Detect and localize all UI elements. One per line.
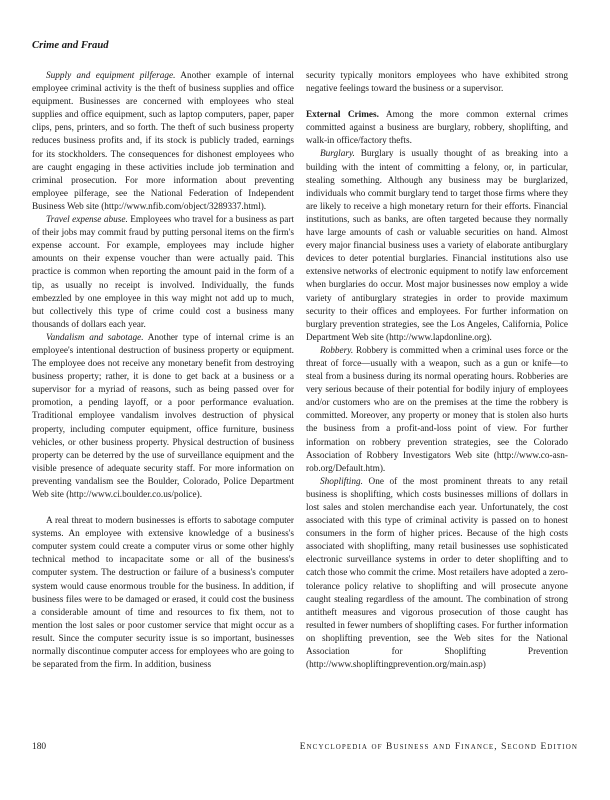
paragraph-computer-sabotage: A real threat to modern businesses is efforts to sabotage computer systems. An employee with extensive knowledge of a business's computer system could create a computer virus or some other highly technical method to incapacitate some or all of the business's computer system. The destruction or failure of a business's computer system would cause enormous trouble for the business. In addition, if business files were to be damaged or erased, it could cost the business a considerable amount of time and resources to fix them, not to mention the lost sales or poor customer service that might occur as a result. Since the computer security issue is so important, businesses normally discontinue computer access for employees who are going to be separated from the firm. In addition, business bbox=[32, 516, 294, 671]
paragraph-lead: Shoplifting. bbox=[320, 476, 363, 487]
paragraph-supply-pilferage bbox=[32, 70, 294, 214]
paragraph-body: Burglary is usually thought of as breaking into a building with the intent of committing a felony, or, in particular, stealing something. Although any business may be burglarized, individuals who commit burglary tend to target those firms where they are likely to receive a high monetary return for their efforts. Financial institutions, such as banks, are often targeted because they normally have large amounts of cash or valuable securities on hand. Almost every major financial business uses a variety of elaborate antiburglary devices to deter potential burglaries. Financial institutions also use extensive networks of electronic equipment to notify law enforcement when burglaries do occur. Most major businesses now employ a wide variety of antiburglary strategies in order to provide maximum security to their offices and employees. For further information on burglary prevention strategies, see the Los Angeles, California, Police Department Web site (http://www.lapdonline.org). bbox=[306, 149, 568, 343]
paragraph-lead: Travel expense abuse. bbox=[46, 215, 128, 226]
paragraph-burglary bbox=[306, 148, 568, 344]
paragraph-travel-expense bbox=[32, 214, 294, 332]
paragraph-body: Robbery is committed when a criminal uses force or the threat of force—usually with a weapon, such as a gun or knife—to steal from a business during its normal operating hours. Robberies are very serious because of their potential for bodily injury of employees and/or customers who are on the premises at the time the robbery is committed. Moreover, any property or money that is stolen also hurts the business from a profit-and-loss point of view. For further information on robbery prevention strategies, see the Colorado Association of Robbery Investigators Web site (http://www.co-asn-rob.org/Default.htm). bbox=[306, 345, 568, 474]
paragraph-body: Among the more common external crimes committed against a business are burglary, robbery, shoplifting, and walk-in office/factory thefts. bbox=[306, 110, 568, 147]
paragraph-body: One of the most prominent threats to any retail business is shoplifting, which costs businesses millions of dollars in lost sales and stolen merchandise each year. Unfortunately, the cost associated with this type of criminal activity is passed on to honest consumers in the form of higher prices. Because of the high costs associated with shoplifting, many retail businesses use sophisticated electronic surveillance systems in order to deter shoplifting and to catch those who commit the crime. Most retailers have adopted a zero-tolerance policy relative to shoplifting and will prosecute anyone caught stealing regardless of the amount. The combination of strong antitheft measures and vigorous prosecution of those caught has resulted in fewer numbers of shoplifting cases. For further information on shoplifting prevention, see the Web sites for the National Association for Shoplifting Prevention (http://www.shopliftingprevention.org/main.asp) bbox=[306, 476, 568, 671]
publication-title: Encyclopedia of Business and Finance, Second Edition bbox=[299, 742, 578, 752]
page-number: 180 bbox=[32, 742, 47, 752]
paragraph-shoplifting bbox=[306, 476, 568, 672]
paragraph-lead: Burglary. bbox=[320, 149, 355, 160]
paragraph-vandalism bbox=[32, 332, 294, 502]
left-column bbox=[32, 70, 294, 672]
paragraph-lead: Robbery. bbox=[320, 345, 354, 356]
section-title: External Crimes. bbox=[306, 110, 379, 121]
paragraph-lead: Supply and equipment pilferage. bbox=[46, 71, 176, 81]
paragraph-body: Another type of internal crime is an employee's intentional destruction of business property or equipment. The employee does not receive any monetary benefit from destroying business property; rather, it is done to get back at a business or a supervisor for a myriad of reasons, such as being passed over for promotion, a pending layoff, or a poor performance evaluation. Traditional employee vandalism involves destruction of physical property, including computer equipment, office furniture, business vehicles, or other business property. Physical destruction of business property can be deterred by the use of surveillance equipment and the visible presence of adequate security staff. For more information on preventing vandalism see the Boulder, Colorado, Police Department Web site (http://www.ci.boulder.co.us/police). bbox=[32, 332, 294, 500]
right-column bbox=[306, 70, 568, 672]
running-head: Crime and Fraud bbox=[32, 40, 109, 51]
paragraph-lead: Vandalism and sabotage. bbox=[46, 332, 144, 343]
paragraph-external-crimes bbox=[306, 109, 568, 148]
paragraph-body: Another example of internal employee criminal activity is the theft of business supplies and office equipment. Businesses are concerned with employees who steal supplies and office equipment, such as laptop computers, paper, paper clips, pens, printers, and so forth. The theft of such business property reduces business profits and, if its stock is publicly traded, earnings for its stockholders. The consequences for dishonest employees who are caught engaging in these activities include job termination and criminal prosecution. For more information about preventing employee pilferage, see the National Federation of Independent Business Web site (http://www.nfib.com/object/3289337.html). bbox=[32, 71, 295, 212]
paragraph-body: Employees who travel for a business as part of their jobs may commit fraud by putting personal items on the firm's expense account. For example, employees may include higher amounts on their expense voucher than were actually paid. This practice is common when reporting the amount paid in the form of a tip, as usually no receipt is involved. Individually, the funds embezzled by one employee in this way might not add up to much, but collectively this type of crime could cost a business many thousands of dollars each year. bbox=[32, 215, 294, 330]
paragraph-continued: security typically monitors employees who have exhibited strong negative feelings toward the business or a supervisor. bbox=[306, 71, 568, 95]
paragraph-robbery bbox=[306, 345, 568, 476]
